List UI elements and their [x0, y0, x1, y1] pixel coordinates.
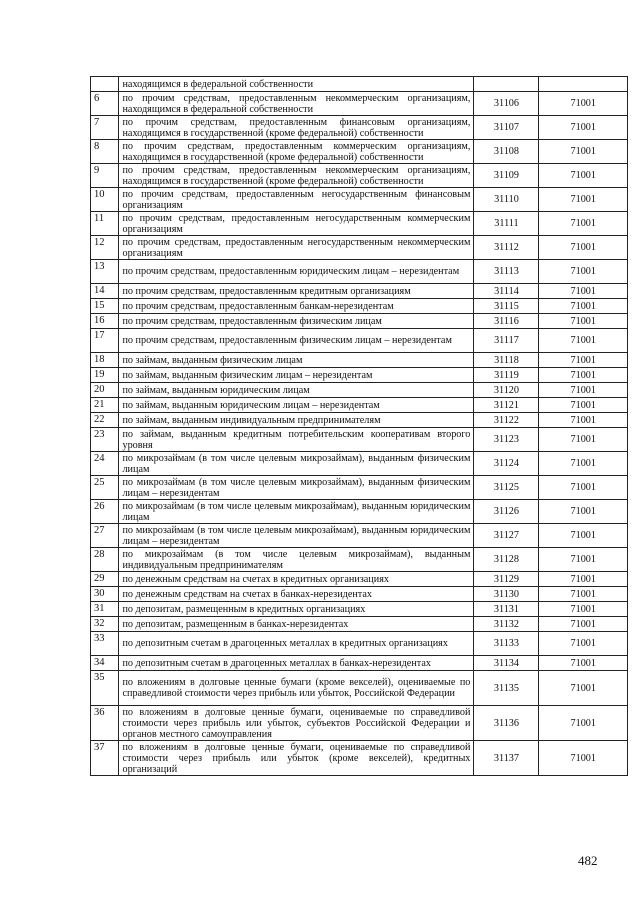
- row-code2-cell: 71001: [539, 428, 628, 452]
- row-code-cell: 31116: [474, 314, 539, 329]
- table-row: [91, 671, 628, 706]
- row-code2-cell: 71001: [539, 314, 628, 329]
- row-code2-cell: 71001: [539, 587, 628, 602]
- row-code-cell: 31126: [474, 500, 539, 524]
- row-number-cell: 28: [91, 548, 119, 572]
- row-description-cell: по прочим средствам, предоставленным негосударственным некоммерческим организациям: [119, 236, 474, 260]
- table-row: [91, 548, 628, 572]
- row-code2-cell: 71001: [539, 368, 628, 383]
- table-row: [91, 368, 628, 383]
- row-code-cell: 31137: [474, 741, 539, 776]
- document-sheet: [90, 76, 628, 776]
- row-code2-cell: 71001: [539, 299, 628, 314]
- row-code-cell: 31128: [474, 548, 539, 572]
- row-code-cell: 31113: [474, 260, 539, 284]
- row-number-cell: 14: [91, 284, 119, 299]
- row-code-cell: 31111: [474, 212, 539, 236]
- table-row: [91, 741, 628, 776]
- row-code-cell: [474, 77, 539, 92]
- row-code2-cell: 71001: [539, 236, 628, 260]
- row-description-cell: по вложениям в долговые ценные бумаги, оцениваемые по справедливой стоимости через прибыль или убыток (кроме векселей), кредитных организаций: [119, 741, 474, 776]
- row-number-cell: 25: [91, 476, 119, 500]
- row-description-cell: по микрозаймам (в том числе целевым микрозаймам), выданным индивидуальным предпринимателям: [119, 548, 474, 572]
- table-row: [91, 656, 628, 671]
- row-code2-cell: 71001: [539, 500, 628, 524]
- row-number-cell: 37: [91, 741, 119, 776]
- row-number-cell: 32: [91, 617, 119, 632]
- row-code-cell: 31115: [474, 299, 539, 314]
- row-code-cell: 31112: [474, 236, 539, 260]
- row-code-cell: 31118: [474, 353, 539, 368]
- row-code2-cell: 71001: [539, 413, 628, 428]
- table-row: [91, 706, 628, 741]
- row-number-cell: 17: [91, 329, 119, 353]
- table-row: [91, 329, 628, 353]
- row-number-cell: 31: [91, 602, 119, 617]
- table-row: [91, 188, 628, 212]
- table-row: [91, 236, 628, 260]
- row-code2-cell: 71001: [539, 671, 628, 706]
- table-row-continuation: [91, 77, 628, 92]
- row-description-cell: по займам, выданным юридическим лицам: [119, 383, 474, 398]
- row-code-cell: 31119: [474, 368, 539, 383]
- row-description-cell: по прочим средствам, предоставленным некоммерческим организациям, находящимся в федеральной собственности: [119, 92, 474, 116]
- table-row: [91, 116, 628, 140]
- row-description-cell: по микрозаймам (в том числе целевым микрозаймам), выданным юридическим лицам: [119, 500, 474, 524]
- row-description-cell: по прочим средствам, предоставленным банкам-нерезидентам: [119, 299, 474, 314]
- row-code2-cell: 71001: [539, 452, 628, 476]
- row-code2-cell: 71001: [539, 116, 628, 140]
- row-number-cell: 34: [91, 656, 119, 671]
- table-row: [91, 383, 628, 398]
- row-code2-cell: 71001: [539, 706, 628, 741]
- row-description-cell: по прочим средствам, предоставленным негосударственным коммерческим организациям: [119, 212, 474, 236]
- row-code2-cell: 71001: [539, 572, 628, 587]
- row-code-cell: 31125: [474, 476, 539, 500]
- table-row: [91, 587, 628, 602]
- row-code2-cell: 71001: [539, 617, 628, 632]
- table-row: [91, 140, 628, 164]
- row-description-cell: по займам, выданным юридическим лицам – нерезидентам: [119, 398, 474, 413]
- row-description-cell: по прочим средствам, предоставленным некоммерческим организациям, находящимся в государственной (кроме федеральной) собственности: [119, 164, 474, 188]
- row-code-cell: 31130: [474, 587, 539, 602]
- row-description-cell: по денежным средствам на счетах в банках-нерезидентах: [119, 587, 474, 602]
- table-row: [91, 299, 628, 314]
- row-code-cell: 31117: [474, 329, 539, 353]
- row-number-cell: 22: [91, 413, 119, 428]
- row-code-cell: 31124: [474, 452, 539, 476]
- row-number-cell: 23: [91, 428, 119, 452]
- account-codes-table: [90, 76, 628, 776]
- table-row: [91, 353, 628, 368]
- row-number-cell: 18: [91, 353, 119, 368]
- table-row: [91, 314, 628, 329]
- row-number-cell: 36: [91, 706, 119, 741]
- row-description-cell: по прочим средствам, предоставленным юридическим лицам – нерезидентам: [119, 260, 474, 284]
- row-code-cell: 31108: [474, 140, 539, 164]
- row-code-cell: 31120: [474, 383, 539, 398]
- row-description-cell: по прочим средствам, предоставленным финансовым организациям, находящимся в государственной (кроме федеральной) собственности: [119, 116, 474, 140]
- row-description-cell: по прочим средствам, предоставленным кредитным организациям: [119, 284, 474, 299]
- row-code-cell: 31136: [474, 706, 539, 741]
- table-row: [91, 398, 628, 413]
- row-code2-cell: 71001: [539, 92, 628, 116]
- row-description-cell: по займам, выданным физическим лицам – нерезидентам: [119, 368, 474, 383]
- row-description-cell: по микрозаймам (в том числе целевым микрозаймам), выданным физическим лицам: [119, 452, 474, 476]
- row-code2-cell: 71001: [539, 632, 628, 656]
- table-row: [91, 284, 628, 299]
- row-number-cell: 21: [91, 398, 119, 413]
- row-description-cell: по денежным средствам на счетах в кредитных организациях: [119, 572, 474, 587]
- table-row: [91, 452, 628, 476]
- table-row: [91, 632, 628, 656]
- table-row: [91, 413, 628, 428]
- row-code-cell: 31132: [474, 617, 539, 632]
- row-description-cell: по микрозаймам (в том числе целевым микрозаймам), выданным физическим лицам – нерезидентам: [119, 476, 474, 500]
- table-body: [91, 77, 628, 776]
- row-description-cell: по депозитам, размещенным в банках-нерезидентах: [119, 617, 474, 632]
- table-row: [91, 524, 628, 548]
- row-number-cell: 29: [91, 572, 119, 587]
- row-number-cell: 27: [91, 524, 119, 548]
- row-code2-cell: 71001: [539, 602, 628, 617]
- row-number-cell: 24: [91, 452, 119, 476]
- row-code-cell: 31129: [474, 572, 539, 587]
- table-row: [91, 260, 628, 284]
- row-description-cell: по прочим средствам, предоставленным негосударственным финансовым организациям: [119, 188, 474, 212]
- row-description-cell: по прочим средствам, предоставленным физическим лицам: [119, 314, 474, 329]
- row-description-cell: по займам, выданным кредитным потребительским кооперативам второго уровня: [119, 428, 474, 452]
- row-description-cell: по прочим средствам, предоставленным физическим лицам – нерезидентам: [119, 329, 474, 353]
- row-code2-cell: [539, 77, 628, 92]
- row-code2-cell: 71001: [539, 476, 628, 500]
- row-code2-cell: 71001: [539, 260, 628, 284]
- row-code2-cell: 71001: [539, 353, 628, 368]
- row-description-cell: по займам, выданным индивидуальным предпринимателям: [119, 413, 474, 428]
- row-number-cell: 33: [91, 632, 119, 656]
- row-code2-cell: 71001: [539, 524, 628, 548]
- table-row: [91, 500, 628, 524]
- row-description-cell: по вложениям в долговые ценные бумаги, оцениваемые по справедливой стоимости через прибыль или убыток, субъектов Российской Федерации и органов местного самоуправления: [119, 706, 474, 741]
- row-description-cell: по депозитным счетам в драгоценных металлах в кредитных организациях: [119, 632, 474, 656]
- row-code2-cell: 71001: [539, 383, 628, 398]
- row-description-cell: по микрозаймам (в том числе целевым микрозаймам), выданным юридическим лицам – нерезидентам: [119, 524, 474, 548]
- row-code-cell: 31114: [474, 284, 539, 299]
- row-number-cell: 30: [91, 587, 119, 602]
- row-code2-cell: 71001: [539, 140, 628, 164]
- row-code-cell: 31121: [474, 398, 539, 413]
- row-number-cell: 35: [91, 671, 119, 706]
- table-row: [91, 476, 628, 500]
- table-row: [91, 602, 628, 617]
- table-row: [91, 572, 628, 587]
- row-code2-cell: 71001: [539, 164, 628, 188]
- row-code2-cell: 71001: [539, 329, 628, 353]
- row-description-cell: находящимся в федеральной собственности: [119, 77, 474, 92]
- row-code2-cell: 71001: [539, 284, 628, 299]
- table-row: [91, 92, 628, 116]
- row-code2-cell: 71001: [539, 212, 628, 236]
- page-number: 482: [578, 853, 598, 868]
- row-code-cell: 31110: [474, 188, 539, 212]
- row-description-cell: по вложениям в долговые ценные бумаги (кроме векселей), оцениваемые по справедливой стоимости через прибыль или убыток, Российской Федерации: [119, 671, 474, 706]
- table-row: [91, 428, 628, 452]
- table-row: [91, 212, 628, 236]
- row-number-cell: 8: [91, 140, 119, 164]
- row-code-cell: 31134: [474, 656, 539, 671]
- row-description-cell: по займам, выданным физическим лицам: [119, 353, 474, 368]
- row-code-cell: 31135: [474, 671, 539, 706]
- row-number-cell: 20: [91, 383, 119, 398]
- row-number-cell: 19: [91, 368, 119, 383]
- table-row: [91, 164, 628, 188]
- row-number-cell: 6: [91, 92, 119, 116]
- row-number-cell: 9: [91, 164, 119, 188]
- row-code2-cell: 71001: [539, 548, 628, 572]
- row-number-cell: 16: [91, 314, 119, 329]
- row-code2-cell: 71001: [539, 741, 628, 776]
- row-description-cell: по прочим средствам, предоставленным коммерческим организациям, находящимся в государственной (кроме федеральной) собственности: [119, 140, 474, 164]
- row-code-cell: 31107: [474, 116, 539, 140]
- row-code-cell: 31122: [474, 413, 539, 428]
- row-number-cell: 15: [91, 299, 119, 314]
- row-code-cell: 31127: [474, 524, 539, 548]
- row-description-cell: по депозитам, размещенным в кредитных организациях: [119, 602, 474, 617]
- row-code-cell: 31133: [474, 632, 539, 656]
- row-code2-cell: 71001: [539, 656, 628, 671]
- row-number-cell: 10: [91, 188, 119, 212]
- row-number-cell: [91, 77, 119, 92]
- row-code-cell: 31109: [474, 164, 539, 188]
- row-number-cell: 26: [91, 500, 119, 524]
- row-code2-cell: 71001: [539, 398, 628, 413]
- row-number-cell: 11: [91, 212, 119, 236]
- row-code-cell: 31106: [474, 92, 539, 116]
- row-number-cell: 7: [91, 116, 119, 140]
- row-number-cell: 13: [91, 260, 119, 284]
- row-code-cell: 31131: [474, 602, 539, 617]
- row-code-cell: 31123: [474, 428, 539, 452]
- row-number-cell: 12: [91, 236, 119, 260]
- row-description-cell: по депозитным счетам в драгоценных металлах в банках-нерезидентах: [119, 656, 474, 671]
- row-code2-cell: 71001: [539, 188, 628, 212]
- table-row: [91, 617, 628, 632]
